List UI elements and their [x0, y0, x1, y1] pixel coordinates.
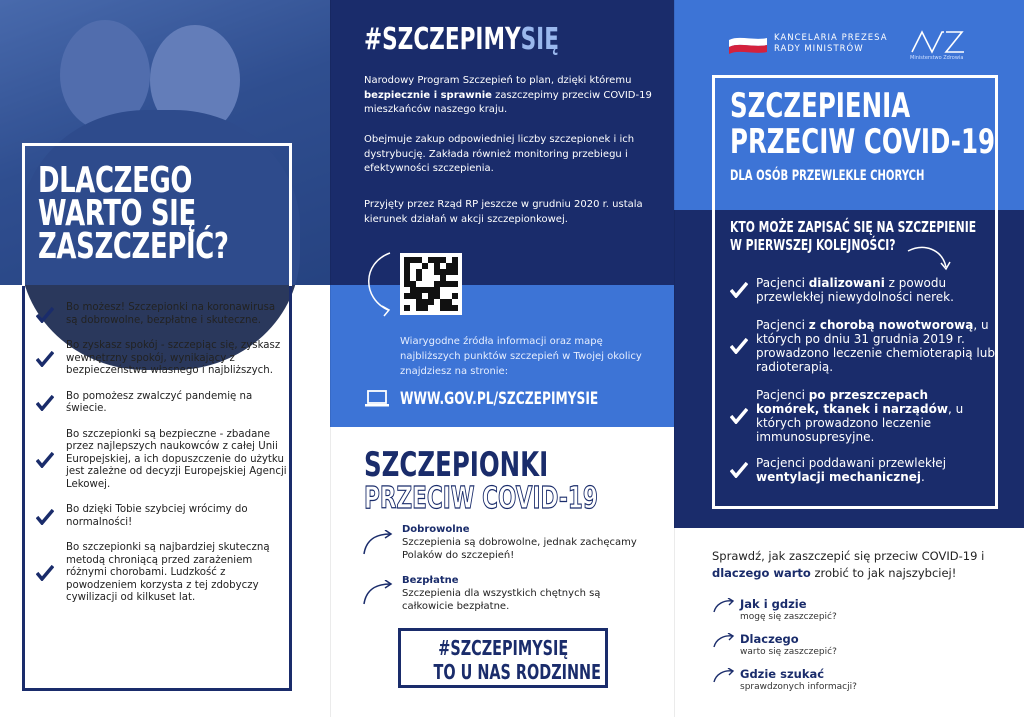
panel-why-vaccinate: [0, 0, 330, 717]
curved-arrow-icon: [360, 248, 400, 318]
list-item: Bo możesz! Szczepionki na koronawirusa są dobrowolne, bezpłatne i skuteczne.: [34, 302, 289, 327]
fold-line: [330, 0, 331, 717]
program-scope: Obejmuje zakup odpowiedniej liczby szczepionek i ich dystrybucję. Zakłada również monitoring przebiegu i efektywności szczepienia.: [364, 134, 635, 174]
vaccines-title: SZCZEPIONKI: [364, 445, 549, 485]
vaccines-subtitle: PRZECIW COVID-19: [364, 481, 598, 516]
ministry-label: Ministerstwo Zdrowia: [910, 55, 964, 61]
check-icon: [730, 338, 748, 354]
list-item: Pacjenci dializowani z powodu przewlekłej niewydolności nerek.: [730, 276, 995, 304]
check-icon: [36, 509, 54, 525]
list-item: Bo szczepionki są bezpieczne - zbadane przez najlepszych naukowców z całej Unii Europejskiej, a ich dopuszczenie do użytku jest zależne od decyzji Europejskiej Agencji Lekowej.: [34, 429, 289, 492]
check-icon: [36, 351, 54, 367]
panel-program: [330, 0, 674, 717]
check-icon: [730, 408, 748, 424]
qr-code[interactable]: [400, 253, 462, 315]
check-icon: [730, 462, 748, 478]
curved-arrow-icon: [360, 580, 394, 606]
list-item: Bo pomożesz zwalczyć pandemię na świecie.: [34, 391, 289, 416]
website-link[interactable]: WWW.GOV.PL/SZCZEPIMYSIE: [400, 389, 599, 409]
curved-arrow-icon: [906, 245, 952, 275]
reasons-list: [34, 302, 289, 618]
list-item: Bo zyskasz spokój - szczepiąc się, zyskasz wewnętrzny spokój, wynikający z bezpieczeństwa własnego i najbliższych.: [34, 340, 289, 378]
panel-cover: [674, 0, 1024, 717]
check-icon: [730, 282, 748, 298]
cover-title: SZCZEPIENIA PRZECIW COVID-19: [730, 86, 996, 162]
who-question: KTO MOŻE ZAPISAĆ SIĘ NA SZCZEPIENIE W PIERWSZEJ KOLEJNOŚCI?: [730, 218, 977, 254]
list-item: Bo szczepionki są najbardziej skuteczną metodą chroniącą przed zarażeniem różnymi chorobami. Ludzkość z powodzeniem korzysta z tej zdobyczy cywilizacji od kilkuset lat.: [34, 542, 289, 605]
list-item: Pacjenci z chorobą nowotworową, u których po dniu 31 grudnia 2019 r. prowadzono leczenie chemioterapią lub radioterapią.: [730, 318, 995, 374]
curved-arrow-icon: [360, 530, 394, 556]
check-icon: [36, 452, 54, 468]
curved-arrow-icon: [712, 598, 736, 614]
ask-how-where: Jak i gdzie mogę się zaszczepić?: [740, 597, 837, 622]
ask-where-info: Gdzie szukać sprawdzonych informacji?: [740, 667, 857, 692]
check-icon: [36, 395, 54, 411]
ask-why: Dlaczego warto się zaszczepić?: [740, 632, 837, 657]
check-procedure-text: Sprawdź, jak zaszczepić się przeciw COVID-19 i dlaczego warto zrobić to jak najszybciej!: [712, 549, 985, 580]
fold-line: [674, 0, 675, 717]
curved-arrow-icon: [712, 633, 736, 649]
hashtag-heading: #SZCZEPIMYSIĘ: [364, 22, 559, 57]
feature-voluntary: Dobrowolne Szczepienia są dobrowolne, jednak zachęcamy Polaków do szczepień!: [402, 524, 637, 561]
kprm-logo-text: KANCELARIA PREZESA RADY MINISTRÓW: [774, 33, 888, 54]
hashtag-box: #SZCZEPIMYSIĘ TO U NAS RODZINNE: [398, 628, 608, 688]
panel1-title: DLACZEGO WARTO SIĘ ZASZCZEPIĆ?: [38, 160, 229, 267]
feature-free: Bezpłatne Szczepienia dla wszystkich chętnych są całkowicie bezpłatne.: [402, 575, 601, 612]
list-item: Pacjenci po przeszczepach komórek, tkanek i narządów, u których prowadzono leczenie immunosupresyjne.: [730, 388, 995, 444]
curved-arrow-icon: [712, 668, 736, 684]
check-icon: [36, 307, 54, 323]
laptop-icon: [365, 390, 389, 407]
list-item: Bo dzięki Tobie szybciej wrócimy do normalności!: [34, 504, 289, 529]
cover-subtitle: DLA OSÓB PRZEWLEKLE CHORYCH: [730, 168, 925, 184]
program-description: Narodowy Program Szczepień to plan, dzięki któremu bezpiecznie i sprawnie zaszczepimy przeciw COVID-19 mieszkańców naszego kraju.: [364, 75, 652, 115]
polish-flag-icon: [729, 36, 767, 54]
check-icon: [36, 565, 54, 581]
ministry-logo-icon: [910, 28, 966, 54]
program-adoption: Przyjęty przez Rząd RP jeszcze w grudniu 2020 r. ustalа kierunek działań w akcji szczepionkowej.: [364, 199, 643, 225]
sources-text: Wiarygodne źródła informacji oraz mapę najbliższych punktów szczepień w Twojej okolicy znajdziesz na stronie:: [400, 336, 642, 377]
list-item: Pacjenci poddawani przewlekłej wentylacji mechanicznej.: [730, 456, 995, 484]
